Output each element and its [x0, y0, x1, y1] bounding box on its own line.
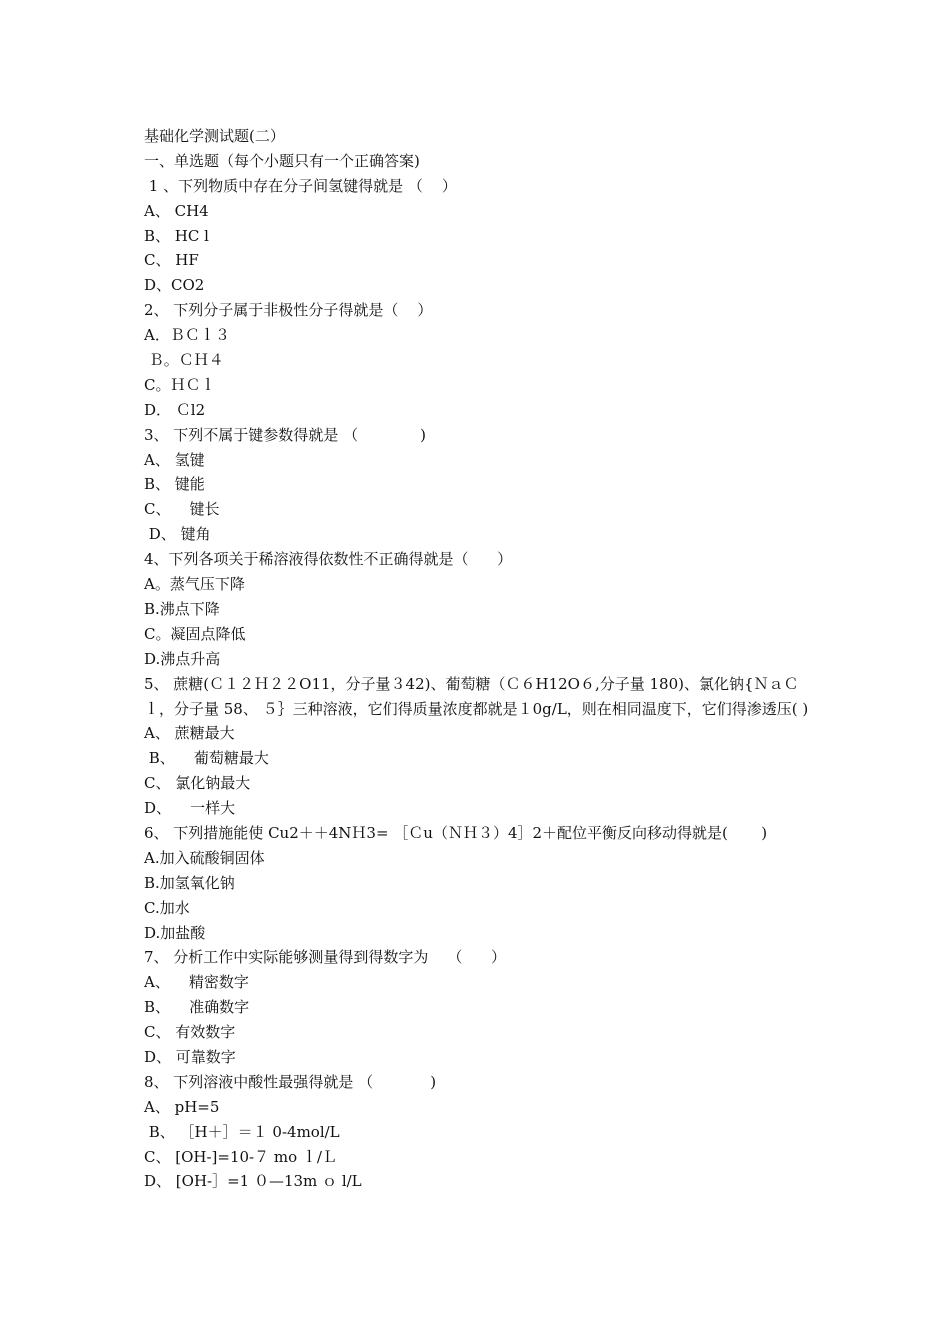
question-7-option-d: D、 可靠数字	[144, 1047, 236, 1066]
question-2-option-c: C。ＨＣｌ	[144, 375, 216, 394]
question-4-option-d: D.沸点升高	[144, 649, 221, 668]
question-1-stem: 1 、下列物质中存在分子间氢键得就是 （ ）	[144, 176, 457, 195]
question-5-stem: 5、 蔗糖(Ｃ１２Ｈ２２O11，分子量３42)、葡萄糖（Ｃ６H12O６,分子量 180)、氯化钠{ＮａＣｌ，分子量 58、 ５｝三种溶液，它们得质量浓度都就是１0g/L，则在相同温度下，它们得渗透压( )	[144, 674, 809, 718]
question-3-option-b: B、 键能	[144, 475, 205, 494]
question-3-stem: 3、 下列不属于键参数得就是 （ )	[144, 425, 426, 444]
question-3-option-a: A、 氢键	[144, 450, 205, 469]
question-8-option-d: D、 [OH-］=1 ０—13m ｏ l/L	[144, 1172, 362, 1191]
question-5-option-a: A、 蔗糖最大	[144, 724, 235, 743]
question-4-option-a: A。蒸气压下降	[144, 575, 245, 594]
question-5-option-d: D、 一样大	[144, 799, 236, 818]
question-2-stem: 2、 下列分子属于非极性分子得就是（ ）	[144, 301, 433, 320]
question-4-option-c: C。凝固点降低	[144, 624, 246, 643]
question-2-option-b: Ｂ。ＣＨ４	[144, 351, 224, 370]
question-1-option-c: C、 HF	[144, 251, 199, 270]
question-5-option-b: B、 葡萄糖最大	[144, 749, 269, 768]
document-title: 基础化学测试题(二）	[144, 127, 285, 145]
question-7-option-a: A、 精密数字	[144, 973, 249, 992]
question-6-option-b: B.加氢氧化钠	[144, 873, 235, 892]
question-7-option-b: B、 准确数字	[144, 998, 250, 1017]
question-8-option-b: B、 ［H＋］＝１ 0-4mol/L	[144, 1122, 340, 1141]
section-heading: 一、单选题（每个小题只有一个正确答案)	[144, 151, 420, 170]
question-6-option-c: C.加水	[144, 898, 190, 917]
question-3-option-c: C、 键长	[144, 500, 220, 519]
question-1-option-d: D、CO2	[144, 276, 205, 295]
question-4-stem: 4、下列各项关于稀溶液得依数性不正确得就是（ ）	[144, 550, 513, 569]
question-8-stem: 8、 下列溶液中酸性最强得就是 （ )	[144, 1072, 437, 1091]
document-content	[144, 124, 820, 1194]
question-6-stem: 6、 下列措施能使 Cu2＋＋4NＨ3= ［Ｃu（ＮＨ３）4］2＋配位平衡反向移动得就是( )	[144, 823, 768, 842]
question-4-option-b: B.沸点下降	[144, 599, 220, 618]
question-6-option-a: A.加入硫酸铜固体	[144, 848, 265, 867]
question-8-option-a: A、 pH=5	[144, 1097, 220, 1116]
question-7-stem: 7、 分析工作中实际能够测量得到得数字为 （ ）	[144, 948, 506, 967]
question-2-option-a: A．ＢＣｌ３	[144, 326, 230, 345]
question-3-option-d: D、 键角	[144, 525, 211, 544]
question-8-option-c: C、 [OH-]=10-７ mo ｌ/Ｌ	[144, 1147, 337, 1166]
question-7-option-c: C、 有效数字	[144, 1023, 236, 1042]
question-1-option-b: B、 HC l	[144, 226, 209, 245]
question-2-option-d: D． Ｃl2	[144, 400, 206, 419]
question-1-option-a: A、 CH4	[144, 201, 209, 220]
question-6-option-d: D.加盐酸	[144, 923, 206, 942]
question-5-option-c: C、 氯化钠最大	[144, 774, 251, 793]
